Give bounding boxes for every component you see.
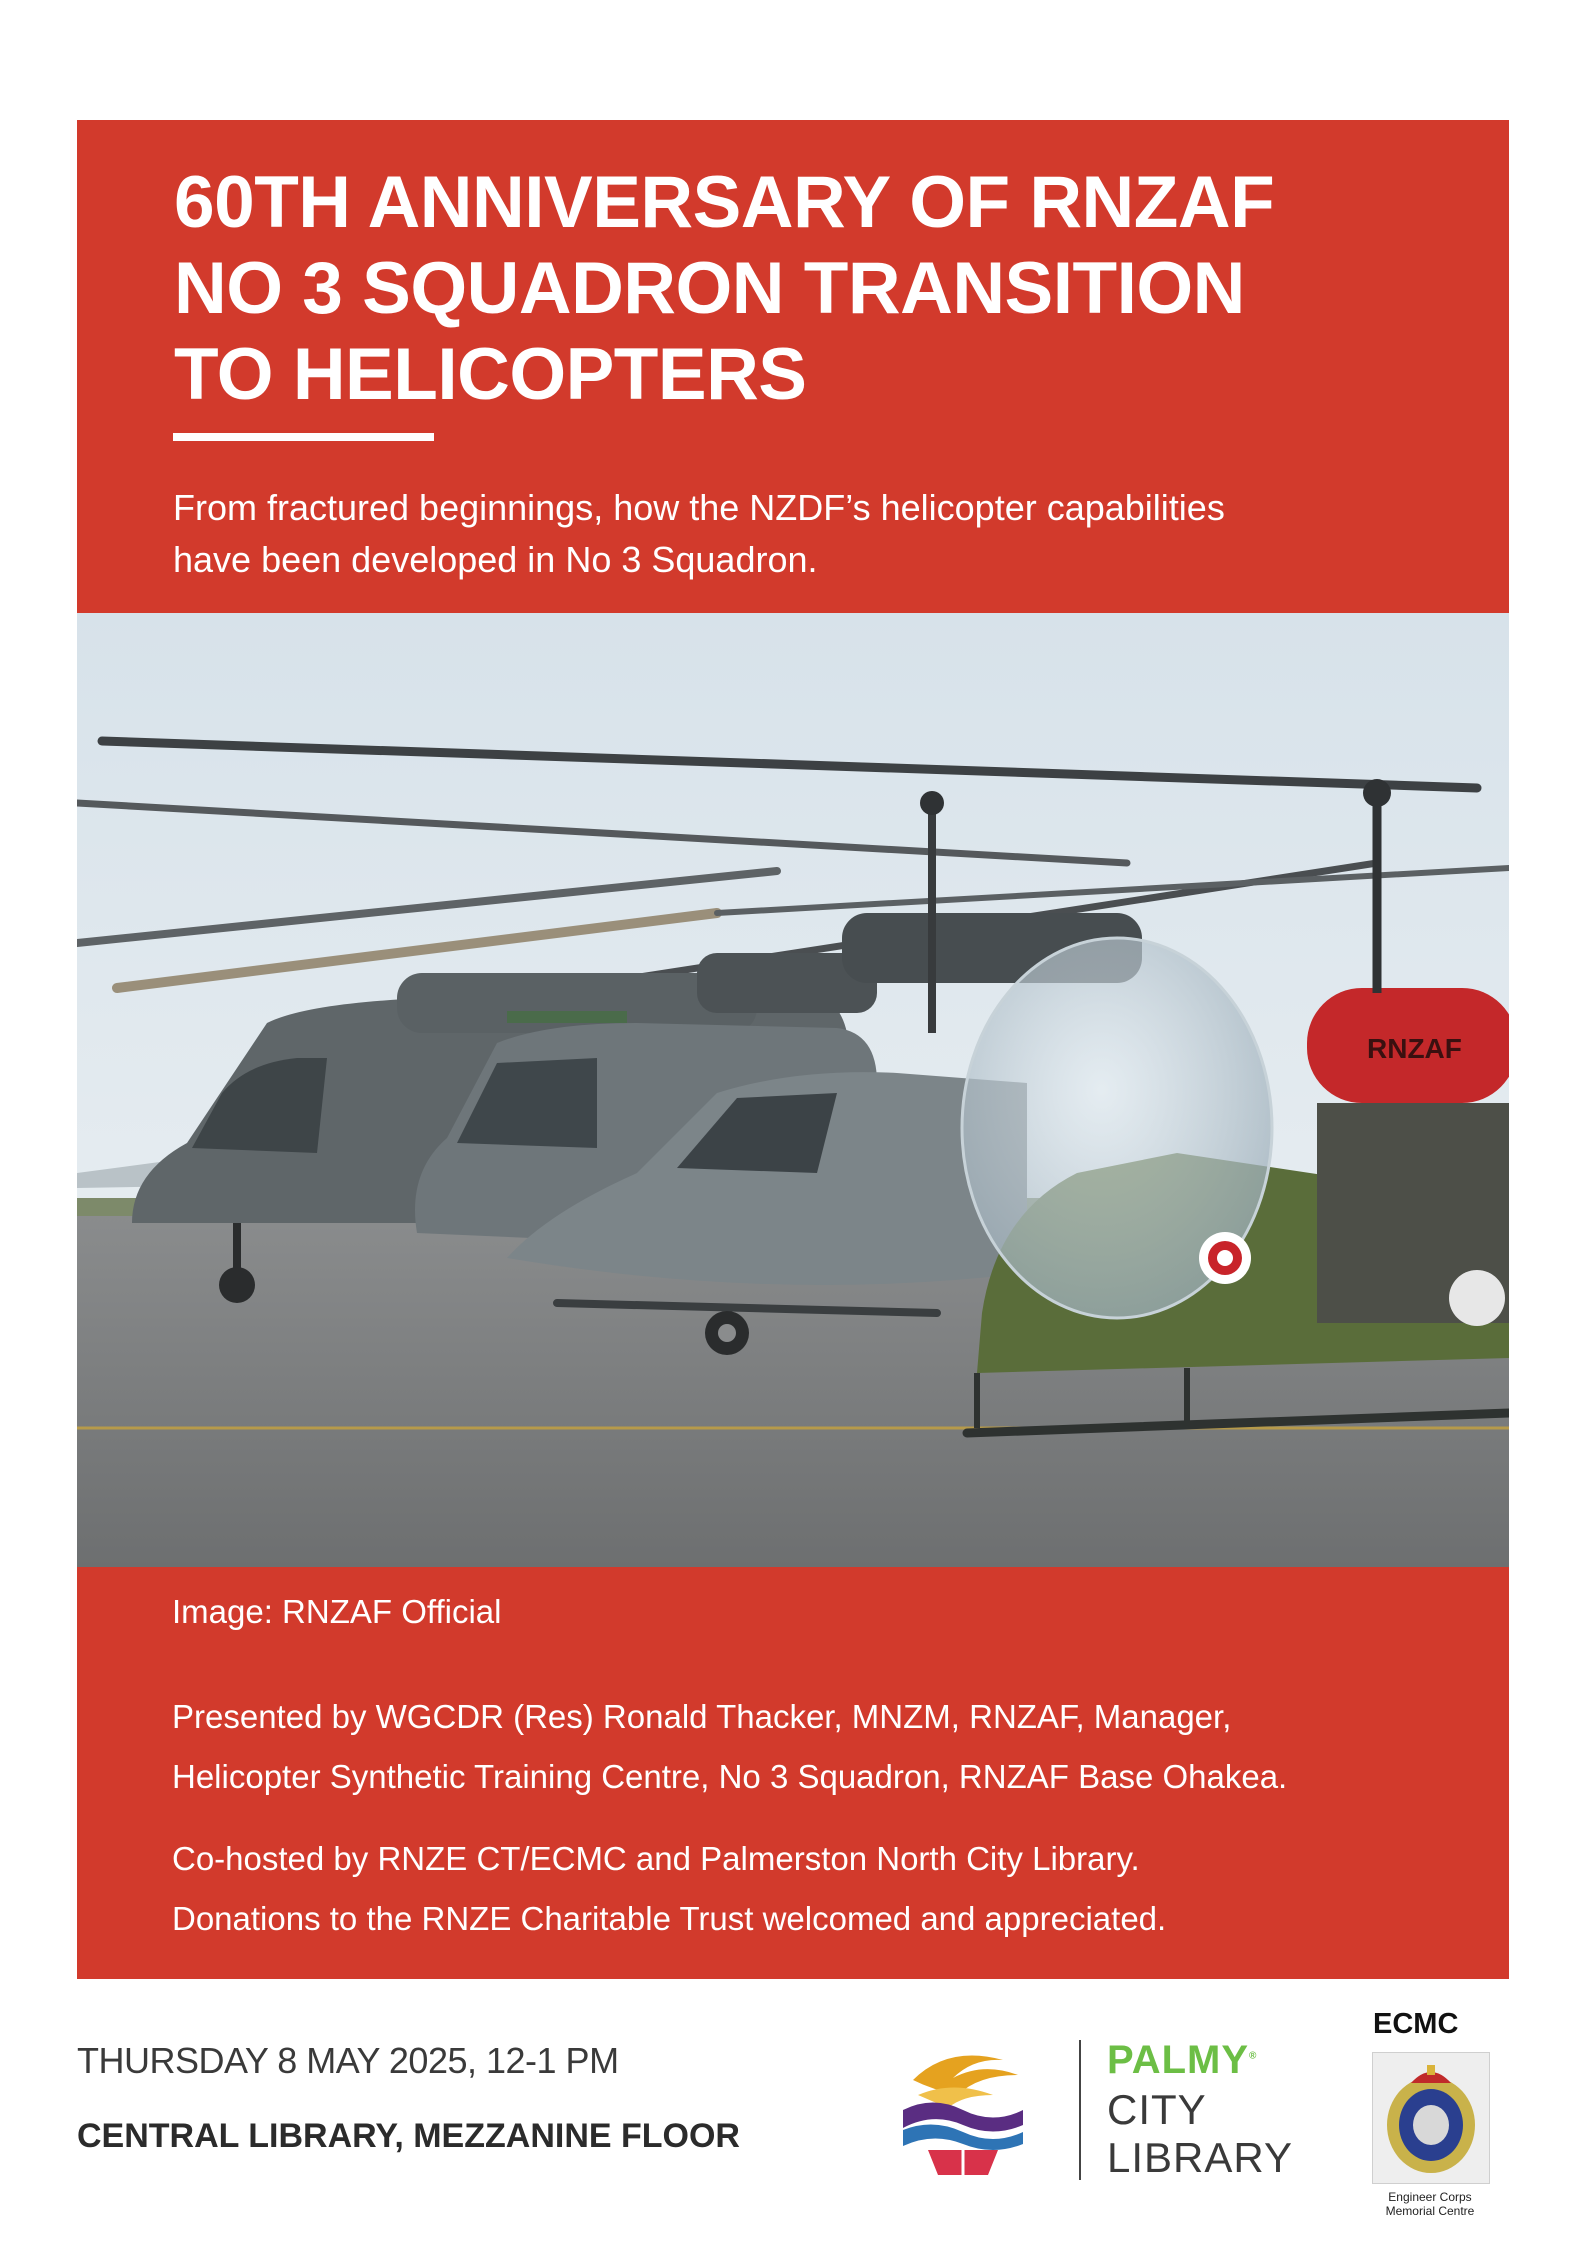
presenter-info	[172, 1687, 1287, 1807]
ecmc-caption-line: Memorial Centre	[1385, 2204, 1475, 2218]
engineer-corps-badge-icon	[1372, 2052, 1490, 2184]
cohost-line: Donations to the RNZE Charitable Trust welcomed and appreciated.	[172, 1900, 1167, 1937]
image-credit: Image: RNZAF Official	[172, 1593, 502, 1630]
details-panel	[77, 1567, 1509, 1979]
palmy-text: PALMY	[1107, 2038, 1250, 2082]
photo-tank-label: RNZAF	[1367, 1033, 1462, 1064]
ecmc-caption	[1360, 2190, 1500, 2218]
event-title-line: 60TH ANNIVERSARY OF RNZAF	[174, 162, 1275, 243]
event-title-line: NO 3 SQUADRON TRANSITION	[174, 248, 1245, 329]
event-date-time: THURSDAY 8 MAY 2025, 12-1 PM	[77, 2040, 619, 2081]
title-divider	[173, 433, 434, 441]
palmy-wordmark: PALMY®	[1107, 2038, 1258, 2082]
header-panel	[77, 120, 1509, 613]
event-subtitle-line: have been developed in No 3 Squadron.	[173, 539, 818, 580]
city-wordmark: CITY	[1107, 2086, 1207, 2133]
event-title-line: TO HELICOPTERS	[174, 334, 807, 415]
presenter-line: Presented by WGCDR (Res) Ronald Thacker, MNZM, RNZAF, Manager,	[172, 1698, 1232, 1735]
cohost-line: Co-hosted by RNZE CT/ECMC and Palmerston North City Library.	[172, 1840, 1140, 1877]
palmerston-north-logo-icon	[893, 2040, 1033, 2180]
event-subtitle	[173, 482, 1453, 586]
cohost-info	[172, 1829, 1166, 1949]
ecmc-caption-line: Engineer Corps	[1388, 2190, 1472, 2204]
event-title	[174, 160, 1454, 418]
event-subtitle-line: From fractured beginnings, how the NZDF’s helicopter capabilities	[173, 487, 1225, 528]
logo-divider	[1079, 2040, 1081, 2180]
helicopters-photo	[77, 613, 1509, 1567]
presenter-line: Helicopter Synthetic Training Centre, No 3 Squadron, RNZAF Base Ohakea.	[172, 1758, 1288, 1795]
library-wordmark: LIBRARY	[1107, 2134, 1293, 2181]
event-venue: CENTRAL LIBRARY, MEZZANINE FLOOR	[77, 2117, 740, 2155]
ecmc-title: ECMC	[1373, 2008, 1459, 2040]
